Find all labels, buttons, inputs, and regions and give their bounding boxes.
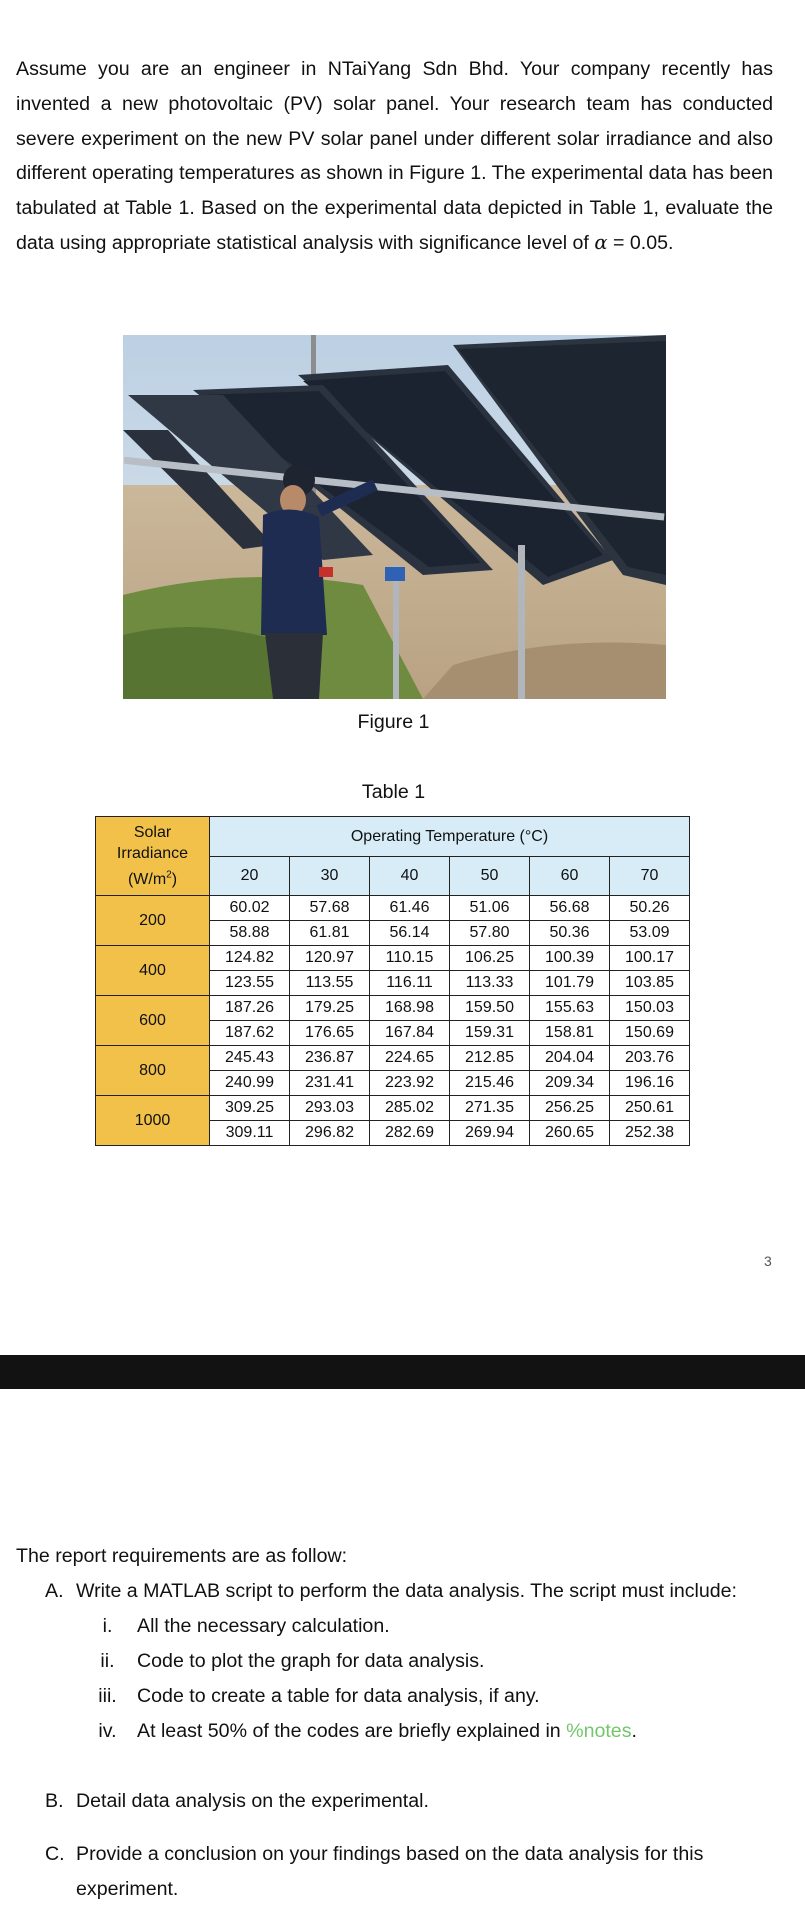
table-cell: 256.25: [530, 1096, 610, 1121]
intro-line-4: different operating temperatures as shown in Figure 1. The experimental data has: [16, 162, 724, 185]
page-number: 3: [764, 1253, 772, 1269]
irradiance-cell: 600: [96, 996, 210, 1046]
table-cell: 282.69: [370, 1121, 450, 1146]
table-cell: 309.25: [210, 1096, 290, 1121]
table-cell: 51.06: [450, 896, 530, 921]
requirement-c-label: C.: [45, 1843, 65, 1865]
table-cell: 159.31: [450, 1021, 530, 1046]
table-cell: 223.92: [370, 1071, 450, 1096]
table-cell: 50.36: [530, 921, 610, 946]
irradiance-cell: 400: [96, 946, 210, 996]
table-cell: 204.04: [530, 1046, 610, 1071]
table-cell: 56.14: [370, 921, 450, 946]
intro-paragraph: [16, 52, 773, 261]
notes-highlight: %notes: [566, 1720, 632, 1742]
requirement-c-text: Provide a conclusion on your findings based on the data analysis for this: [76, 1843, 704, 1865]
irradiance-header-line2: Irradiance: [116, 845, 189, 863]
table-cell: 110.15: [370, 946, 450, 971]
requirement-c-text-cont: experiment.: [76, 1877, 179, 1900]
table-cell: 150.03: [610, 996, 690, 1021]
table-cell: 57.68: [290, 896, 370, 921]
irradiance-header-line1: Solar: [133, 824, 172, 842]
table-cell: 101.79: [530, 971, 610, 996]
table-row: [96, 1046, 690, 1071]
table-cell: 231.41: [290, 1071, 370, 1096]
intro-line-7: 0.05.: [629, 231, 674, 254]
table-cell: 176.65: [290, 1021, 370, 1046]
table-cell: 209.34: [530, 1071, 610, 1096]
requirement-a-text: Write a MATLAB script to perform the data analysis. The script must include:: [76, 1580, 738, 1602]
temperature-col-header: 40: [370, 857, 450, 896]
requirement-a-item: [78, 1720, 637, 1743]
table-cell: 100.17: [610, 946, 690, 971]
table-cell: 212.85: [450, 1046, 530, 1071]
table-cell: 61.46: [370, 896, 450, 921]
temperature-col-header: 60: [530, 857, 610, 896]
table-cell: 187.26: [210, 996, 290, 1021]
item-text: At least 50% of the codes are briefly explained in: [137, 1720, 567, 1742]
requirement-b-text: Detail data analysis on the experimental.: [76, 1790, 429, 1812]
requirement-a-label: A.: [45, 1580, 64, 1602]
table-cell: 250.61: [610, 1096, 690, 1121]
table-cell: 116.11: [370, 971, 450, 996]
table-cell: 245.43: [210, 1046, 290, 1071]
item-number: iv.: [98, 1720, 117, 1742]
alpha-symbol: α: [594, 230, 608, 254]
intro-line-5: been tabulated at Table 1. Based on the experimental data depicted in Table 1,: [16, 162, 773, 220]
table-cell: 168.98: [370, 996, 450, 1021]
item-text: All the necessary calculation.: [137, 1615, 390, 1637]
irradiance-cell: 800: [96, 1046, 210, 1096]
requirement-a: [45, 1580, 737, 1603]
table-cell: 252.38: [610, 1121, 690, 1146]
table-cell: 196.16: [610, 1071, 690, 1096]
table-cell: 50.26: [610, 896, 690, 921]
requirement-a-item: [78, 1615, 390, 1638]
irradiance-cell: 1000: [96, 1096, 210, 1146]
table-body: [96, 896, 690, 1146]
requirement-a-item: [78, 1685, 540, 1708]
item-text: Code to create a table for data analysis, if any.: [137, 1685, 540, 1707]
table-cell: 203.76: [610, 1046, 690, 1071]
table-cell: 106.25: [450, 946, 530, 971]
table-cell: 150.69: [610, 1021, 690, 1046]
table-cell: 236.87: [290, 1046, 370, 1071]
table-cell: 309.11: [210, 1121, 290, 1146]
table-cell: 113.33: [450, 971, 530, 996]
requirement-a-item: [78, 1650, 484, 1673]
table-cell: 293.03: [290, 1096, 370, 1121]
intro-line-2: invented a new photovoltaic (PV) solar panel. Your research team has conducted: [16, 92, 773, 115]
irradiance-cell: 200: [96, 896, 210, 946]
table-cell: 296.82: [290, 1121, 370, 1146]
table-cell: 61.81: [290, 921, 370, 946]
temperature-col-header: 20: [210, 857, 290, 896]
temperature-col-header: 70: [610, 857, 690, 896]
table-cell: 158.81: [530, 1021, 610, 1046]
table-cell: 103.85: [610, 971, 690, 996]
item-number: ii.: [100, 1650, 115, 1672]
operating-temperature-header: Operating Temperature (°C): [210, 817, 690, 857]
temperature-col-header: 50: [450, 857, 530, 896]
table-caption: Table 1: [361, 781, 426, 803]
irradiance-unit: $(W/m^2)$: [127, 869, 178, 888]
table-cell: 159.50: [450, 996, 530, 1021]
table-cell: 123.55: [210, 971, 290, 996]
item-text: Code to plot the graph for data analysis.: [137, 1650, 485, 1672]
table-cell: 269.94: [450, 1121, 530, 1146]
intro-line-6: evaluate the data using appropriate statistical analysis with significance level of: [16, 197, 773, 254]
table-cell: 57.80: [450, 921, 530, 946]
item-text-end: .: [631, 1720, 637, 1742]
table-cell: 215.46: [450, 1071, 530, 1096]
table-cell: 56.68: [530, 896, 610, 921]
solar-panel-photo: [123, 335, 666, 699]
table-cell: 167.84: [370, 1021, 450, 1046]
table-cell: 60.02: [210, 896, 290, 921]
requirement-c: [45, 1837, 773, 1907]
table-row: [96, 946, 690, 971]
intro-line-6-end: =: [607, 231, 625, 254]
table-row: [96, 1096, 690, 1121]
table-cell: 187.62: [210, 1021, 290, 1046]
experimental-data-table: [95, 816, 690, 1146]
requirement-b: [45, 1790, 429, 1813]
requirement-b-label: B.: [45, 1790, 64, 1812]
table-cell: 240.99: [210, 1071, 290, 1096]
page-separator-band: [0, 1355, 805, 1389]
temperature-col-header: 30: [290, 857, 370, 896]
table-cell: 155.63: [530, 996, 610, 1021]
table-cell: 179.25: [290, 996, 370, 1021]
table-cell: 113.55: [290, 971, 370, 996]
table-row: [96, 996, 690, 1021]
table-cell: 120.97: [290, 946, 370, 971]
report-requirements-title: The report requirements are as follow:: [16, 1545, 348, 1567]
table-cell: 285.02: [370, 1096, 450, 1121]
table-cell: 260.65: [530, 1121, 610, 1146]
figure-caption: Figure 1: [357, 711, 430, 733]
table-cell: 58.88: [210, 921, 290, 946]
item-number: i.: [102, 1615, 113, 1637]
table-cell: 53.09: [610, 921, 690, 946]
table-row: [96, 896, 690, 921]
table-cell: 224.65: [370, 1046, 450, 1071]
intro-line-3: severe experiment on the new PV solar panel under different solar irradiance and also: [16, 127, 773, 150]
irradiance-header: [96, 817, 210, 896]
intro-line-1: Assume you are an engineer in NTaiYang Sdn Bhd. Your company recently has: [16, 58, 773, 80]
table-cell: 100.39: [530, 946, 610, 971]
table-cell: 271.35: [450, 1096, 530, 1121]
table-cell: 124.82: [210, 946, 290, 971]
item-number: iii.: [98, 1685, 117, 1707]
